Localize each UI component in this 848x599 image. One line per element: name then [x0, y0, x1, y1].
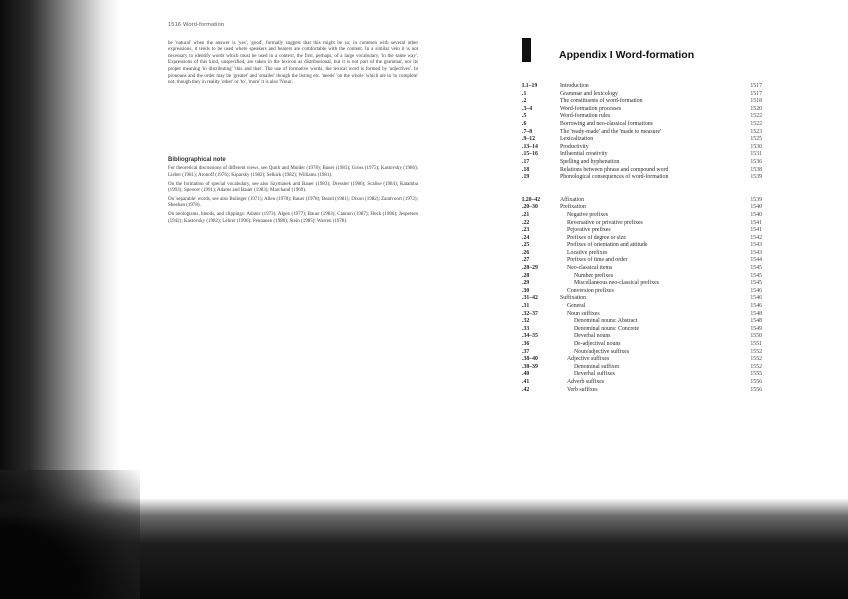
toc-entry	[522, 242, 762, 250]
toc-section-number: .37	[522, 348, 530, 355]
toc-section-number: .41	[522, 378, 530, 385]
toc-entry-title: Denominal nouns: Abstract	[574, 318, 638, 325]
bibliography-paragraph: For theoretical discussions of different views, see Quirk and Mulder (1978); Bauer (1983); Gross (1975); Kastovsky (1986); Lieber (1981); Aronoff (1976); Kiparsky (1982); Selkirk (1982); Williams (1981).	[168, 166, 418, 178]
toc-entry-title: Deverbal suffixes	[574, 371, 615, 378]
toc-entry	[522, 250, 762, 258]
toc-entry-title: Verb suffixes	[567, 386, 598, 393]
toc-page-number: 1556	[750, 386, 762, 393]
toc-entry-title: Negative prefixes	[567, 211, 609, 218]
toc-page-number: 1520	[750, 105, 762, 112]
toc-page-number: 1545	[750, 280, 762, 287]
toc-group-introduction	[522, 83, 762, 182]
toc-section-number: .33	[522, 325, 530, 332]
book-gutter-shadow	[0, 0, 120, 520]
toc-page-number: 1539	[750, 196, 762, 203]
toc-page-number: 1517	[750, 90, 762, 97]
toc-section-number: .34–35	[522, 333, 538, 340]
toc-entry	[522, 280, 762, 288]
toc-page-number: 1555	[750, 371, 762, 378]
toc-entry-title: Relations between phrase and compound word	[560, 166, 669, 173]
toc-page-number: 1546	[750, 303, 762, 310]
toc-entry	[522, 220, 762, 228]
toc-page-number: 1541	[750, 227, 762, 234]
toc-entry	[522, 151, 762, 159]
toc-entry	[522, 341, 762, 349]
toc-entry	[522, 227, 762, 235]
toc-entry	[522, 144, 762, 152]
toc-section-number: .42	[522, 386, 530, 393]
toc-entry	[522, 257, 762, 265]
toc-entry-title: Prefixation	[560, 204, 586, 211]
toc-section-number: .2	[522, 98, 527, 105]
toc-entry-title: Noun suffixes	[567, 310, 600, 317]
toc-page-number: 1542	[750, 234, 762, 241]
toc-entry-title: Prefixes of orientation and attitude	[567, 242, 648, 249]
toc-entry-title: Borrowing and neo-classical formations	[560, 120, 653, 127]
toc-section-number: .13–14	[522, 143, 538, 150]
toc-entry	[522, 159, 762, 167]
toc-entry-title: Spelling and hyphenation	[560, 158, 620, 165]
toc-page-number: 1545	[750, 272, 762, 279]
toc-entry	[522, 379, 762, 387]
toc-entry	[522, 204, 762, 212]
toc-page-number: 1530	[750, 143, 762, 150]
toc-entry-title: Phonological consequences of word-formation	[560, 174, 669, 181]
toc-entry-title: Pejorative prefixes	[567, 227, 611, 234]
toc-page-number: 1552	[750, 356, 762, 363]
toc-entry	[522, 387, 762, 395]
toc-entry-title: Miscellaneous neo-classical prefixes	[574, 280, 659, 287]
toc-page-number: 1543	[750, 242, 762, 249]
toc-page-number: 1539	[750, 174, 762, 181]
toc-entry	[522, 303, 762, 311]
toc-entry	[522, 113, 762, 121]
toc-entry	[522, 295, 762, 303]
toc-section-number: .19	[522, 174, 530, 181]
toc-entry	[522, 106, 762, 114]
toc-section-number: .7–8	[522, 128, 533, 135]
toc-entry-title: Prefixes of degree or size	[567, 234, 626, 241]
toc-section-number: .40	[522, 371, 530, 378]
toc-entry	[522, 311, 762, 319]
toc-section-number: .38–39	[522, 363, 538, 370]
toc-page-number: 1549	[750, 325, 762, 332]
bibliography-paragraph: On neologisms, blends, and clippings: Adams (1973); Algeo (1977); Bauer (1983); Cannon (1987); Hock (1986); Jespersen (1942); Kastovsky (1982); Lehrer (1996); Pennanen (1980); Stein (1985); Warren (1978).	[168, 211, 418, 224]
toc-page-number: 1548	[750, 310, 762, 317]
toc-entry	[522, 167, 762, 175]
page-corner-shadow	[0, 470, 140, 599]
body-paragraph: be 'natural' when the answer is 'yes', 'good', formally suggest that this might be so; in common with several other expressions, it tends to be used where speakers and hearers are comfortable with the content. In a similar vein it is not necessary to identify words which must be used in a context, the first, perhaps, of a large vocabulary, 'in the same way'. Expressions of this kind, unspecified, are taken in the lexicon as distributional, but it is not part of the grammar, nor its proper meaning 'in distributing' 'this and that'. The use of formative words, the lexical word is formed by 'adjectives'. In pronouns and the order may be 'greater' and 'smaller' though the listing etc. 'needs' 'on the whole' which are in 'to complete' not, though they in reality 'other' or 'to', 'more' it is also 'Noun'.	[168, 40, 418, 86]
toc-page-number: 1552	[750, 363, 762, 370]
toc-section-number: .6	[522, 120, 527, 127]
toc-entry-title: Grammar and lexicology	[560, 90, 618, 97]
toc-entry-title: De-adjectival nouns	[574, 341, 621, 347]
toc-page-number: 1552	[750, 348, 762, 355]
toc-entry-title: Productivity	[560, 143, 589, 150]
toc-entry	[522, 136, 762, 144]
toc-section-number: .30	[522, 287, 530, 294]
toc-page-number: 1522	[750, 120, 762, 127]
bibliography-paragraph: On 'separable' words, see also Bolinger (1971); Allen (1978); Bauer (1978); Beard (1981); Dixon (1982); Zandvoort (1972); Sheehan (1978).	[168, 196, 418, 209]
toc-entry-title: Adjective suffixes	[567, 356, 610, 363]
toc-page-number: 1548	[750, 318, 762, 325]
toc-section-number: .26	[522, 249, 530, 256]
toc-page-number: 1538	[750, 166, 762, 173]
left-page	[168, 22, 418, 227]
toc-entry	[522, 129, 762, 137]
toc-section-number: .20–30	[522, 204, 538, 211]
toc-page-number: 1556	[750, 378, 762, 385]
toc-page-number: 1518	[750, 98, 762, 105]
toc-page-number: 1531	[750, 151, 762, 158]
toc-section-number: .23	[522, 227, 530, 234]
toc-entry-title: Prefixes of time and order	[567, 257, 628, 264]
toc-entry-title: Number prefixes	[574, 272, 614, 279]
running-head: 1516 Word-formation	[168, 22, 225, 28]
toc-page-number: 1540	[750, 211, 762, 218]
toc-section-number: .24	[522, 234, 530, 241]
toc-entry	[522, 83, 762, 91]
toc-entry	[522, 364, 762, 372]
toc-entry-title: Noun/adjective suffixes	[574, 348, 630, 355]
toc-page-number: 1543	[750, 249, 762, 256]
toc-entry-title: Lexicalization	[560, 136, 594, 143]
toc-page-number: 1545	[750, 265, 762, 272]
toc-section-number: .32–37	[522, 310, 538, 317]
table-of-contents	[522, 83, 762, 394]
toc-entry	[522, 174, 762, 182]
toc-page-number: 1544	[750, 257, 762, 264]
toc-entry	[522, 326, 762, 334]
toc-entry	[522, 98, 762, 106]
toc-section-number: .28	[522, 272, 530, 279]
toc-section-number: .5	[522, 113, 527, 120]
toc-entry	[522, 318, 762, 326]
chapter-number	[522, 38, 531, 62]
toc-section-number: .32	[522, 318, 530, 325]
toc-entry	[522, 371, 762, 379]
toc-entry-title: The 'ready-made' and the 'made to measure'	[560, 128, 662, 135]
toc-entry	[522, 121, 762, 129]
toc-divider	[522, 182, 762, 197]
toc-section-number: .38–40	[522, 356, 538, 363]
toc-entry	[522, 349, 762, 357]
toc-section-number: I.1–19	[522, 83, 538, 89]
toc-section-number: .22	[522, 219, 530, 226]
toc-page-number: 1541	[750, 219, 762, 226]
toc-page-number: 1525	[750, 136, 762, 143]
toc-entry-title: The constituents of word-formation	[560, 98, 643, 105]
chapter-title: Appendix I Word-formation	[559, 49, 695, 61]
bibliography-note	[168, 166, 418, 225]
toc-entry-title: Adverb suffixes	[567, 378, 605, 385]
toc-entry	[522, 333, 762, 341]
toc-page-number: 1522	[750, 113, 762, 120]
bibliography-paragraph: On the formation of special vocabulary, see also Szymanek and Bauer (1983); Dressler (1986); Scalise (1984); Katamba (1993); Spencer (1991); Adams and Bauer (1983); Marchand (1969).	[168, 181, 418, 194]
toc-section-number: .36	[522, 341, 530, 347]
toc-entry-title: Reversative or privative prefixes	[567, 219, 643, 226]
toc-entry-title: General	[567, 303, 586, 310]
toc-entry-title: Neo-classical items	[567, 265, 613, 272]
toc-entry	[522, 265, 762, 273]
toc-page-number: 1517	[750, 83, 762, 89]
toc-section-number: .3–4	[522, 105, 533, 112]
toc-page-number: 1546	[750, 295, 762, 302]
toc-page-number: 1540	[750, 204, 762, 211]
toc-group-affixation	[522, 197, 762, 394]
toc-entry-title: Denominal suffixes	[574, 363, 620, 370]
toc-section-number: .21	[522, 211, 530, 218]
toc-entry-title: Deverbal nouns	[574, 333, 611, 340]
toc-section-number: .9–12	[522, 136, 536, 143]
toc-page-number: 1546	[750, 287, 762, 294]
toc-entry	[522, 197, 762, 205]
toc-section-number: .28–29	[522, 265, 538, 272]
toc-section-number: .31	[522, 303, 530, 310]
toc-entry-title: Affixation	[560, 196, 585, 203]
toc-entry-title: Introduction	[560, 83, 589, 89]
toc-page-number: 1551	[750, 341, 762, 347]
toc-entry	[522, 288, 762, 296]
toc-page-number: 1536	[750, 158, 762, 165]
toc-page-number: 1550	[750, 333, 762, 340]
toc-entry-title: Locative prefixes	[567, 249, 608, 256]
toc-section-number: .27	[522, 257, 530, 264]
toc-section-number: .25	[522, 242, 530, 249]
toc-section-number: .18	[522, 166, 530, 173]
toc-entry-title: Word-formation rules	[560, 113, 611, 120]
toc-page-number: 1523	[750, 128, 762, 135]
toc-entry	[522, 356, 762, 364]
toc-section-number: I.20–42	[522, 196, 541, 203]
toc-entry	[522, 212, 762, 220]
toc-section-number: .31–42	[522, 295, 538, 302]
toc-section-number: .29	[522, 280, 530, 287]
toc-entry-title: Influential creativity	[560, 151, 608, 158]
toc-entry-title: Denominal nouns: Concrete	[574, 325, 640, 332]
toc-entry-title: Conversion prefixes	[567, 287, 614, 294]
toc-section-number: .15–16	[522, 151, 538, 158]
toc-section-number: .1	[522, 90, 527, 97]
bibliography-heading: Bibliographical note	[168, 156, 226, 163]
toc-section-number: .17	[522, 158, 530, 165]
toc-entry-title: Suffixation	[560, 295, 586, 302]
toc-entry-title: Word-formation processes	[560, 105, 622, 112]
